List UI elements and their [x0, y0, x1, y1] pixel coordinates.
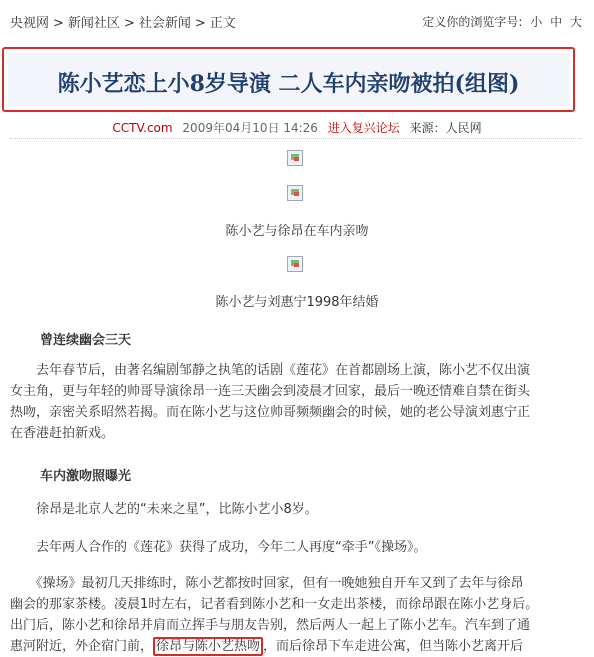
forum-link[interactable]: 进入复兴论坛 — [327, 121, 400, 135]
paragraph-line: 热吻，亲密关系昭然若揭。而在陈小艺与这位帅哥频频幽会的时候，她的老公导演刘惠宁正 — [10, 405, 531, 420]
breadcrumb-cctv[interactable]: 央视网 — [10, 16, 50, 31]
section-subhead: 曾连续幽会三天 — [40, 333, 132, 348]
paragraph-line-start: 惠河附近，外企宿门前， — [10, 639, 154, 654]
paragraph-line: 幽会的那家茶楼。凌晨1时左右，记者看到陈小艺和一女走出茶楼，而徐昂跟在陈小艺身后。 — [10, 597, 539, 612]
paragraph-line: 女主角，更与年轻的帅哥导演徐昂一连三天幽会到凌晨才回家，最后一晚还情难自禁在街头 — [10, 384, 531, 399]
broken-image-icon — [287, 150, 303, 166]
breadcrumb-current: 正文 — [209, 16, 236, 31]
breadcrumb-separator: > — [53, 16, 64, 31]
article-paragraph — [10, 573, 576, 657]
meta-site: CCTV.com — [112, 121, 173, 135]
paragraph-line: 徐昂是北京人艺的“未来之星”，比陈小艺小8岁。 — [10, 502, 318, 517]
meta-datetime: 2009年04月10日 14:26 — [182, 121, 318, 135]
paragraph-line: 出门后，陈小艺和徐昂并肩而立挥手与朋友告别，然后两人一起上了陈小艺车。汽车到了通 — [10, 618, 531, 633]
font-size-label: 定义你的浏览字号: — [422, 15, 523, 29]
image-caption: 陈小艺与徐昂在车内亲吻 — [225, 224, 369, 239]
breadcrumb-social-news[interactable]: 社会新闻 — [138, 16, 191, 31]
section-subhead: 车内激吻照曝光 — [40, 469, 132, 484]
paragraph-line: 去年两人合作的《莲花》获得了成功，今年二人再度“牵手”《操场》。 — [10, 540, 427, 555]
highlighted-phrase: 徐昂与陈小艺热吻 — [153, 637, 263, 656]
article-headline: 陈小艺恋上小8岁导演 二人车内亲吻被拍(组图) — [57, 71, 520, 97]
breadcrumb-news-community[interactable]: 新闻社区 — [67, 16, 120, 31]
article-paragraph — [10, 537, 576, 558]
meta-source: 来源：人民网 — [409, 121, 482, 135]
paragraph-line: 在香港赶拍新戏。 — [10, 426, 115, 441]
paragraph-line: 《操场》最初几天排练时，陈小艺都按时回家，但有一晚她独自开车又到了去年与徐昂 — [10, 576, 524, 591]
paragraph-line — [10, 636, 576, 657]
headline-box — [2, 47, 575, 112]
article-paragraph — [10, 499, 576, 520]
font-size-control — [422, 13, 582, 30]
paragraph-line: 去年春节后，由著名编剧邹静之执笔的话剧《莲花》在首都剧场上演，陈小艺不仅出演 — [10, 363, 531, 378]
article-paragraph — [10, 360, 576, 444]
headline-background — [8, 53, 569, 106]
image-caption: 陈小艺与刘惠宁1998年结婚 — [215, 295, 379, 310]
broken-image-icon — [287, 185, 303, 201]
font-size-small[interactable]: 小 — [530, 15, 543, 29]
breadcrumb-separator: > — [194, 16, 206, 31]
broken-image-icon — [287, 256, 303, 272]
font-size-medium[interactable]: 中 — [550, 15, 563, 29]
top-bar — [0, 0, 594, 40]
article-meta — [0, 119, 594, 136]
breadcrumb — [10, 12, 236, 31]
meta-divider — [10, 138, 582, 139]
breadcrumb-separator: > — [123, 16, 135, 31]
paragraph-line-tail: ，而后徐昂下车走进公寓，但当陈小艺离开后 — [263, 639, 524, 654]
font-size-large[interactable]: 大 — [569, 15, 582, 29]
